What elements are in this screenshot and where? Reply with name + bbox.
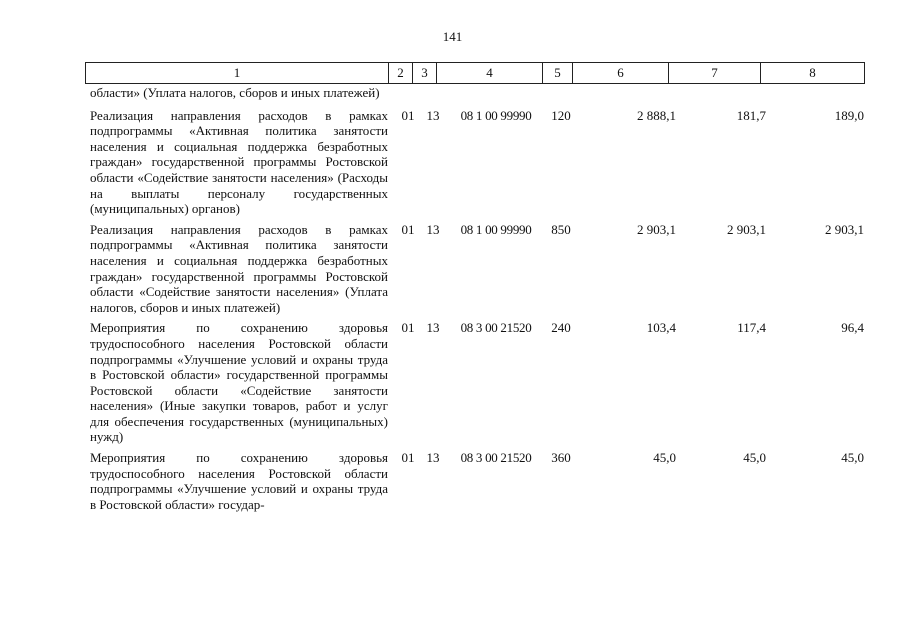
row-description: Реализация направления расходов в рамках подпрограммы «Активная политика занятости населения и социальная поддержка безработных граждан» государственной программы Ростовской области «Содействие занятости населения» (Уплата налогов, сборов и иных платежей): [90, 221, 388, 315]
table-row: [86, 320, 866, 445]
row-target-code: 08 3 00 21520: [460, 320, 532, 336]
column-header-4: 4: [437, 63, 543, 84]
table-row: [86, 108, 866, 217]
row-target-code: 08 1 00 99990: [460, 221, 532, 237]
column-header-6: 6: [573, 63, 669, 84]
row-amount-year-2: [682, 85, 774, 101]
column-header-1: 1: [86, 63, 389, 84]
row-amount-year-3: 45,0: [841, 450, 864, 466]
row-amount-year-2: 181,7: [736, 107, 766, 123]
row-amount-year-3: 96,4: [841, 320, 864, 336]
row-amount-year-3: 2 903,1: [825, 221, 864, 237]
column-header-3: 3: [413, 63, 437, 84]
row-section: 01: [401, 107, 415, 123]
page-number: 141: [442, 29, 463, 44]
table-row: [86, 222, 866, 316]
table-row: [86, 85, 866, 101]
column-header-table: [85, 62, 865, 84]
row-section: 01: [401, 221, 415, 237]
row-amount-year-2: 117,4: [737, 320, 766, 336]
row-amount-year-2: 2 903,1: [727, 221, 766, 237]
row-description: области» (Уплата налогов, сборов и иных платежей): [90, 85, 380, 100]
row-amount-year-1: 45,0: [653, 450, 676, 466]
row-subsection: 13: [426, 221, 440, 237]
row-section: [388, 85, 420, 101]
row-amount-year-3: 189,0: [834, 107, 864, 123]
column-header-row: [86, 63, 865, 84]
row-amount-year-1: 103,4: [646, 320, 676, 336]
row-expense-type: 240: [551, 320, 571, 336]
row-target-code: 08 3 00 21520: [460, 450, 532, 466]
column-header-2: 2: [389, 63, 413, 84]
column-header-7: 7: [669, 63, 761, 84]
column-header-8: 8: [761, 63, 865, 84]
row-amount-year-1: 2 888,1: [637, 107, 676, 123]
column-header-5: 5: [543, 63, 573, 84]
row-subsection: 13: [426, 450, 440, 466]
row-section: 01: [401, 450, 415, 466]
row-section: 01: [401, 320, 415, 336]
row-subsection: 13: [426, 107, 440, 123]
table-row: [86, 450, 866, 512]
row-amount-year-3: [774, 85, 864, 101]
row-description: Мероприятия по сохранению здоровья трудоспособного населения Ростовской области подпрограммы «Улучшение условий и охраны труда в Ростовской области» государственной программы Ростовской области «Содействие занятости населения» (Иные закупки товаров, работ и услуг для обеспечения государственных (муниципальных) нужд): [90, 320, 388, 445]
row-amount-year-2: 45,0: [743, 450, 766, 466]
row-expense-type: 120: [551, 107, 571, 123]
row-subsection: [420, 85, 446, 101]
row-target-code: 08 1 00 99990: [460, 107, 532, 123]
row-expense-type: [546, 85, 576, 101]
row-amount-year-1: [576, 85, 682, 101]
table-body: [86, 85, 866, 517]
row-expense-type: 850: [551, 221, 571, 237]
row-description: Реализация направления расходов в рамках подпрограммы «Активная политика занятости населения и социальная поддержка безработных граждан» государственной программы Ростовской области «Содействие занятости населения» (Расходы на выплаты персоналу государственных (муниципальных) органов): [90, 107, 388, 217]
row-description: Мероприятия по сохранению здоровья трудоспособного населения Ростовской области подпрограммы «Улучшение условий и охраны труда в Ростовской области» государ-: [90, 450, 388, 512]
row-amount-year-1: 2 903,1: [637, 221, 676, 237]
row-subsection: 13: [426, 320, 440, 336]
row-target-code: [446, 85, 546, 101]
row-expense-type: 360: [551, 450, 571, 466]
